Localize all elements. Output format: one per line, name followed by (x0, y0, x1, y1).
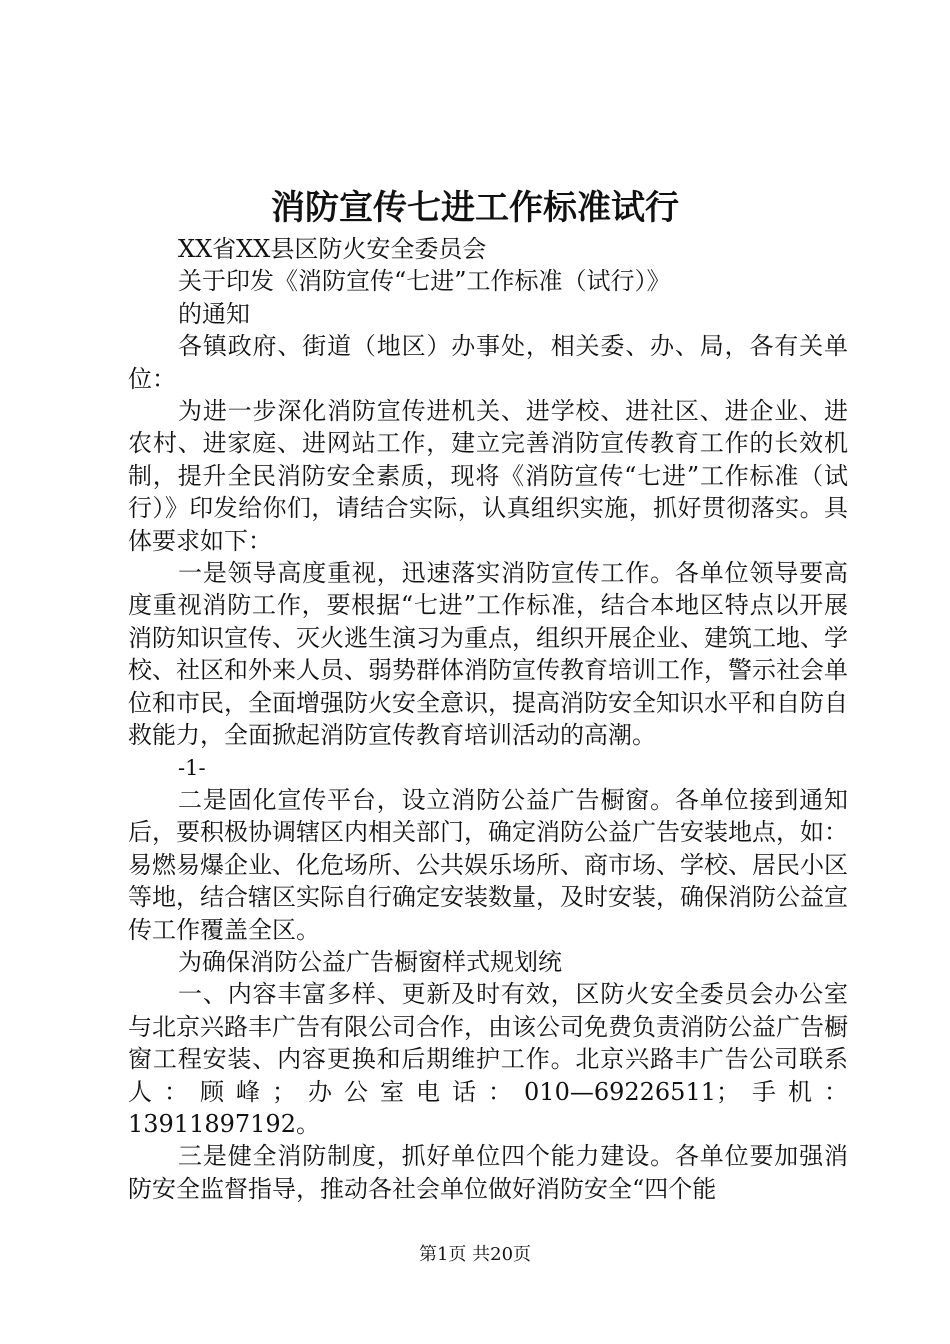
document-title: 消防宣传七进工作标准试行 (271, 188, 679, 228)
requirement-3-paragraph: 三是健全消防制度，抓好单位四个能力建设。各单位要加强消防安全监督指导，推动各社会单位做好消防安全“四个能 (128, 1142, 848, 1203)
addressee-paragraph: 各镇政府、街道（地区）办事处，相关委、办、局，各有关单位： (128, 332, 848, 393)
page-footer: 第1页 共20页 (418, 1244, 532, 1265)
document-body (128, 233, 848, 1205)
requirement-2-paragraph: 二是固化宣传平台，设立消防公益广告橱窗。各单位接到通知后，要积极协调辖区内相关部门，确定消防公益广告安装地点，如：易燃易爆企业、化危场所、公共娱乐场所、商市场、学校、居民小区等地，结合辖区实际自行确定安装数量，及时安装，确保消防公益宣传工作覆盖全区。 (128, 785, 848, 944)
requirement-1-paragraph: 一是领导高度重视，迅速落实消防宣传工作。各单位领导要高度重视消防工作，要根据“七进”工作标准，结合本地区特点以开展消防知识宣传、灭火逃生演习为重点，组织开展企业、建筑工地、学校、社区和外来人员、弱势群体消防宣传教育培训工作，警示社会单位和市民，全面增强防火安全意识，提高消防安全知识水平和自防自救能力，全面掀起消防宣传教育培训活动的高潮。 (128, 559, 848, 750)
inline-page-number: -1- (178, 755, 206, 780)
notice-heading-line2: 的通知 (178, 299, 250, 328)
issuing-authority: XX省XX县区防火安全委员会 (178, 235, 487, 263)
content-paragraph: 一、内容丰富多样、更新及时有效，区防火安全委员会办公室与北京兴路丰广告有限公司合作，由该公司免费负责消防公益广告橱窗工程安装、内容更换和后期维护工作。北京兴路丰广告公司联系人：顾峰；办公室电话：010—69226511；手机：13911897192。 (128, 980, 848, 1138)
intro-paragraph: 为进一步深化消防宣传进机关、进学校、进社区、进企业、进农村、进家庭、进网站工作，建立完善消防宣传教育工作的长效机制，提升全民消防安全素质，现将《消防宣传“七进”工作标准（试行）》印发给你们，请结合实际，认真组织实施，抓好贯彻落实。具体要求如下： (128, 397, 848, 555)
notice-heading-line1: 关于印发《消防宣传“七进”工作标准（试行）》 (178, 267, 671, 296)
billboard-style-paragraph: 为确保消防公益广告橱窗样式规划统 (178, 947, 562, 976)
